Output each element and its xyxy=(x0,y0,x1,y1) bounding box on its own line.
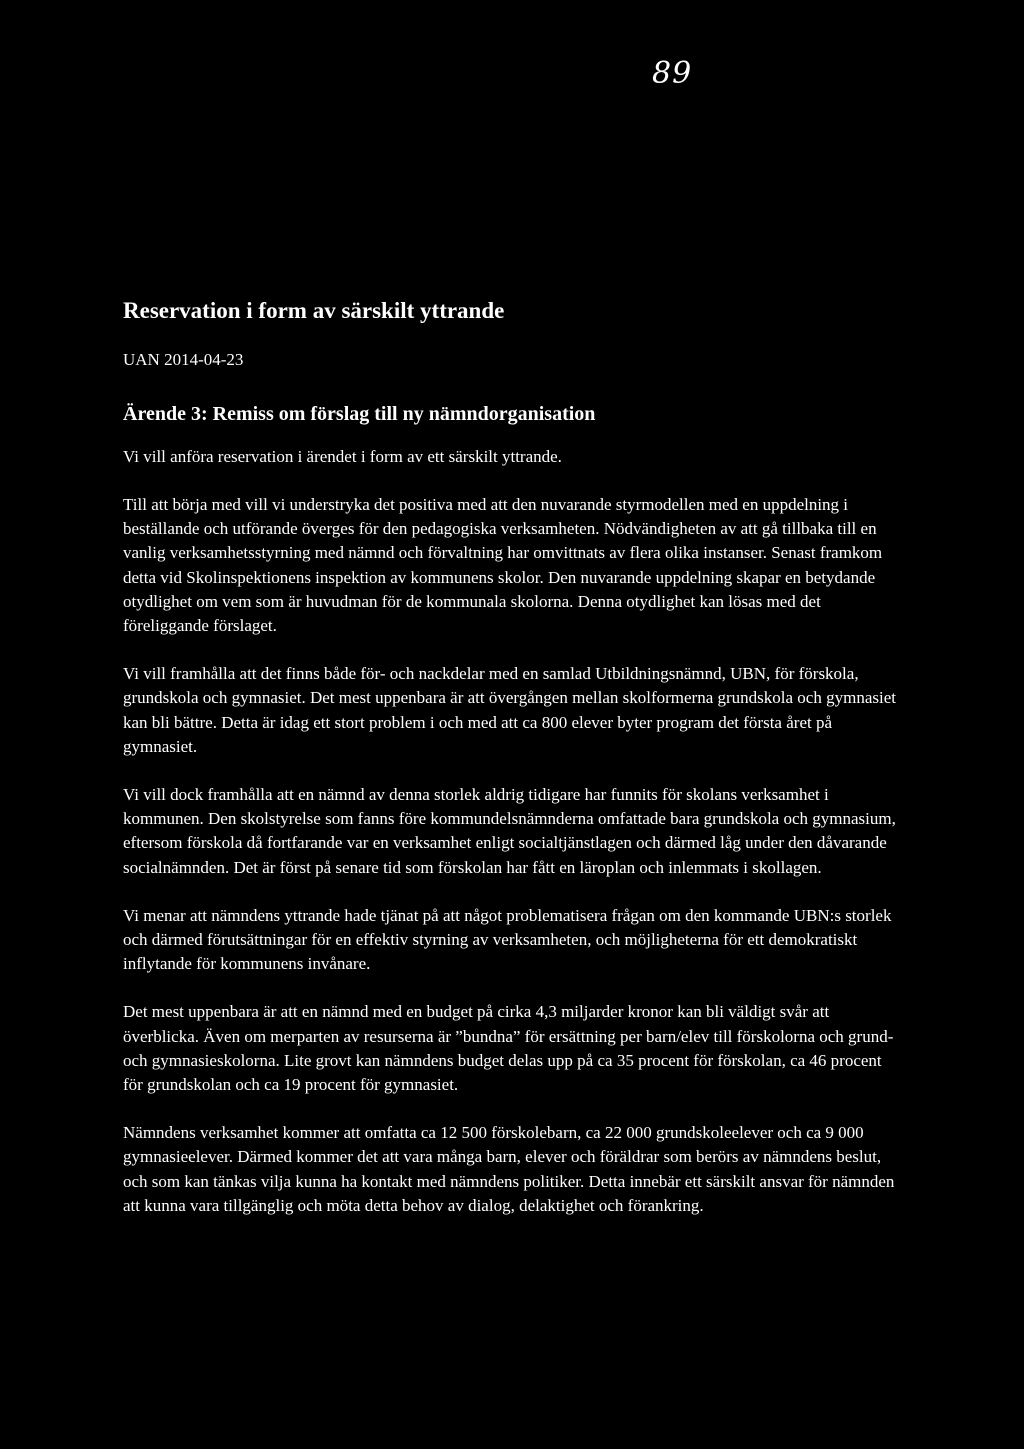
case-title: Ärende 3: Remiss om förslag till ny nämndorganisation xyxy=(123,403,596,425)
paragraph-1: Till att börja med vill vi understryka det positiva med att den nuvarande styrmodellen med en uppdelning i beställande och utförande överges för den pedagogiska verksamheten. Nödvändigheten av att gå tillbaka till en vanlig verksamhetsstyrning med nämnd och förvaltning har omvittnats av flera olika instanser. Senast framkom detta vid Skolinspektionens inspektion av kommunens skolor. Den nuvarande uppdelning skapar en betydande otydlighet om vem som är huvudman för de kommunala skolorna. Denna otydlighet kan lösas med det föreliggande förslaget. xyxy=(123,495,883,636)
meeting-reference: UAN 2014-04-23 xyxy=(123,350,244,369)
paragraph-4: Vi menar att nämndens yttrande hade tjänat på att något problematisera frågan om den kommande UBN:s storlek och därmed förutsättningar för en effektiv styrning av verksamheten, och möjligheterna för ett demokratiskt inflytande för kommunens invånare. xyxy=(123,905,892,974)
intro-paragraph: Vi vill anföra reservation i ärendet i form av ett särskilt yttrande. xyxy=(123,447,562,466)
paragraph-5: Det mest uppenbara är att en nämnd med en budget på cirka 4,3 miljarder kronor kan bli väldigt svår att överblicka. Även om merparten av resurserna är ”bundna” för ersättning per barn/elev till förskolorna och grund- och gymnasieskolorna. Lite grovt kan nämndens budget delas upp på ca 35 procent för förskolan, ca 46 procent för grundskolan och ca 19 procent för gymnasiet. xyxy=(123,1002,894,1095)
page-number: 89 xyxy=(652,56,693,91)
document-body xyxy=(123,296,903,1218)
paragraph-3: Vi vill dock framhålla att en nämnd av denna storlek aldrig tidigare har funnits för skolans verksamhet i kommunen. Den skolstyrelse som fanns före kommundelsnämnderna omfattade bara grundskola och gymnasium, eftersom förskola då fortfarande var en verksamhet enligt socialtjänstlagen och därmed låg under den dåvarande socialnämnden. Det är först på senare tid som förskolan har fått en läroplan och inlemmats i skollagen. xyxy=(123,785,896,877)
paragraph-6: Nämndens verksamhet kommer att omfatta ca 12 500 förskolebarn, ca 22 000 grundskoleelever och ca 9 000 gymnasieelever. Därmed kommer det att vara många barn, elever och föräldrar som berörs av nämndens beslut, och som kan tänkas vilja kunna ha kontakt med nämndens politiker. Detta innebär ett särskilt ansvar för nämnden att kunna vara tillgänglig och möta detta behov av dialog, delaktighet och förankring. xyxy=(123,1123,895,1215)
document-title: Reservation i form av särskilt yttrande xyxy=(123,298,505,323)
paragraph-2: Vi vill framhålla att det finns både för- och nackdelar med en samlad Utbildningsnämnd, UBN, för förskola, grundskola och gymnasiet. Det mest uppenbara är att övergången mellan skolformerna grundskola och gymnasiet kan bli bättre. Detta är idag ett stort problem i och med att ca 800 elever byter program det första året på gymnasiet. xyxy=(123,664,896,756)
